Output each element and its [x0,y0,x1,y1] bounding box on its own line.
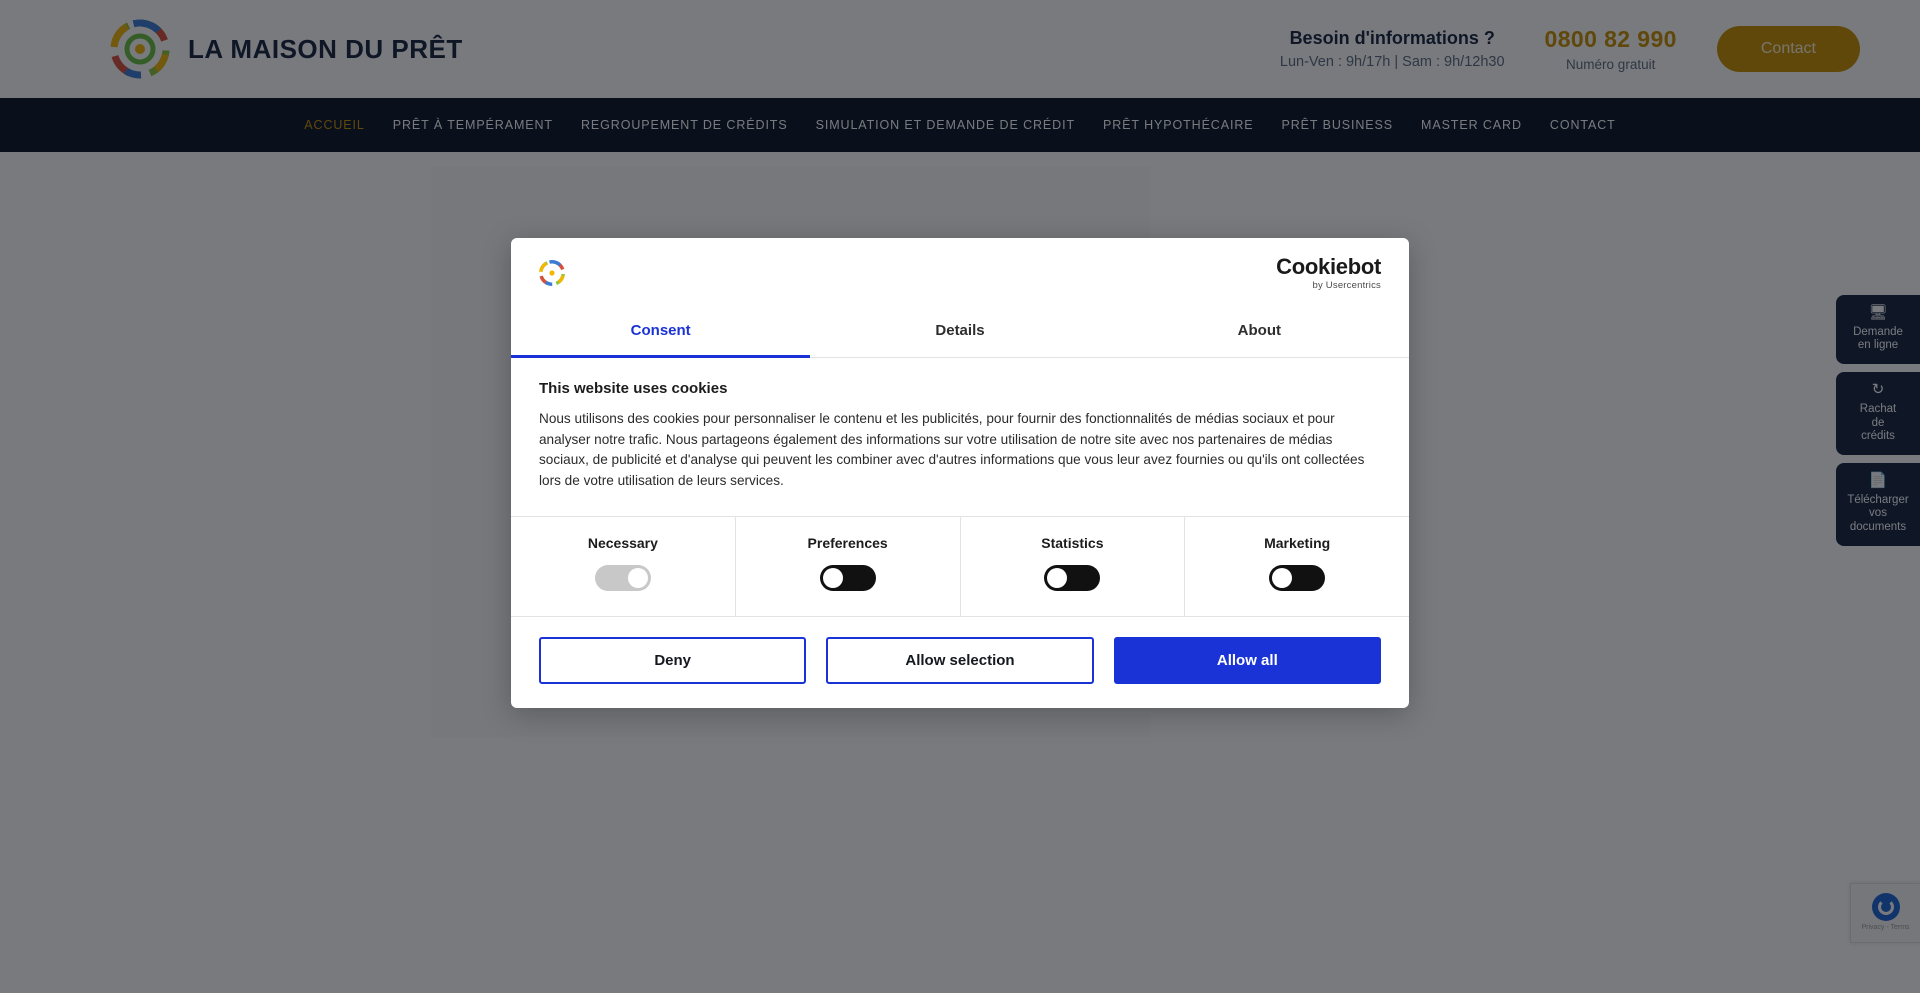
cookie-category-preferences [736,517,961,616]
cookie-dialog-body [511,358,1409,517]
cookiebot-branding [1276,253,1381,291]
toggle-necessary [595,565,651,591]
cookie-dialog-header [511,238,1409,308]
tab-details[interactable]: Details [935,322,985,339]
cookie-category-statistics [961,517,1186,616]
cookie-category-list [511,517,1409,617]
cookie-category-label: Statistics [1041,534,1104,551]
colorful-swirl-logo-icon [539,260,565,286]
tab-about[interactable]: About [1237,322,1281,339]
cookie-category-necessary [511,517,736,616]
toggle-statistics[interactable] [1044,565,1100,591]
allow-all-button[interactable]: Allow all [1114,637,1381,684]
cookiebot-brand-sub: by Usercentrics [1312,279,1381,291]
cookie-category-marketing [1185,517,1409,616]
cookie-consent-dialog [511,238,1409,708]
cookie-dialog-heading: This website uses cookies [539,380,728,397]
allow-selection-button[interactable]: Allow selection [826,637,1093,684]
cookie-category-label: Necessary [587,534,658,551]
toggle-marketing[interactable] [1269,565,1325,591]
cookie-dialog-actions [511,617,1409,708]
deny-button[interactable]: Deny [539,637,806,684]
toggle-preferences[interactable] [820,565,876,591]
cookie-category-label: Preferences [807,534,888,551]
cookie-category-label: Marketing [1264,534,1331,551]
tab-consent[interactable]: Consent [511,308,810,358]
cookiebot-brand-name: Cookiebot [1276,253,1381,279]
cookie-dialog-text: Nous utilisons des cookies pour personnaliser le contenu et les publicités, pour fournir des fonctionnalités de médias sociaux et pour analyser notre trafic. Nous partageons également des informations sur votre utilisation de notre site avec nos partenaires de médias sociaux, de publicité et d'analyse qui peuvent les combiner avec d'autres informations que vous leur avez fournies ou qu'ils ont collectées lors de votre utilisation de leurs services. [539,411,1365,488]
cookie-dialog-tabs [511,308,1409,358]
